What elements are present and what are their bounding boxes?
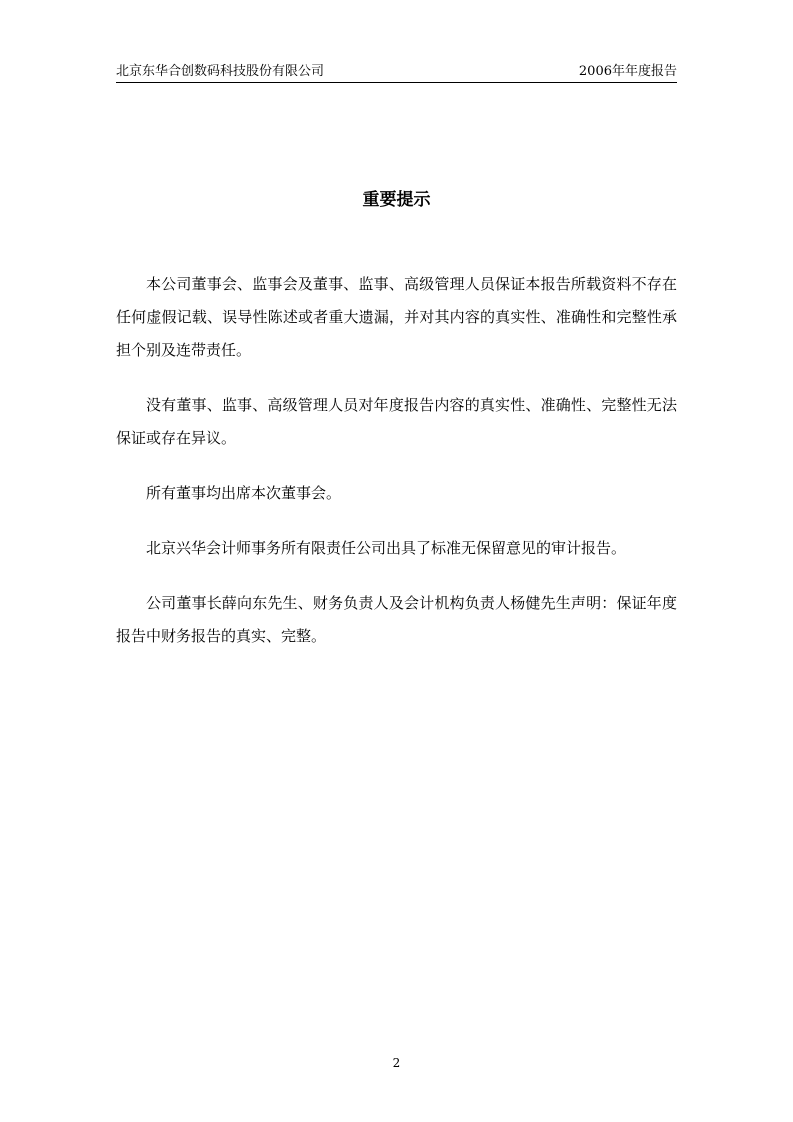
header-company-name: 北京东华合创数码科技股份有限公司 [116, 64, 325, 79]
notice-body [116, 268, 677, 675]
notice-paragraph-2: 没有董事、监事、高级管理人员对年度报告内容的真实性、准确性、完整性无法保证或存在异议。 [116, 396, 677, 447]
notice-paragraph-5: 公司董事长薛向东先生、财务负责人及会计机构负责人杨健先生声明：保证年度报告中财务报告的真实、完整。 [116, 594, 677, 645]
notice-paragraph-1: 本公司董事会、监事会及董事、监事、高级管理人员保证本报告所载资料不存在任何虚假记载、误导性陈述或者重大遗漏，并对其内容的真实性、准确性和完整性承担个别及连带责任。 [116, 275, 677, 359]
notice-paragraph-3: 所有董事均出席本次董事会。 [146, 484, 342, 502]
page-title: 重要提示 [362, 190, 431, 210]
notice-paragraph-4: 北京兴华会计师事务所有限责任公司出具了标准无保留意见的审计报告。 [146, 539, 627, 557]
page-header [116, 62, 677, 83]
header-report-title: 2006年年度报告 [578, 64, 677, 79]
page-number: 2 [392, 1056, 401, 1070]
